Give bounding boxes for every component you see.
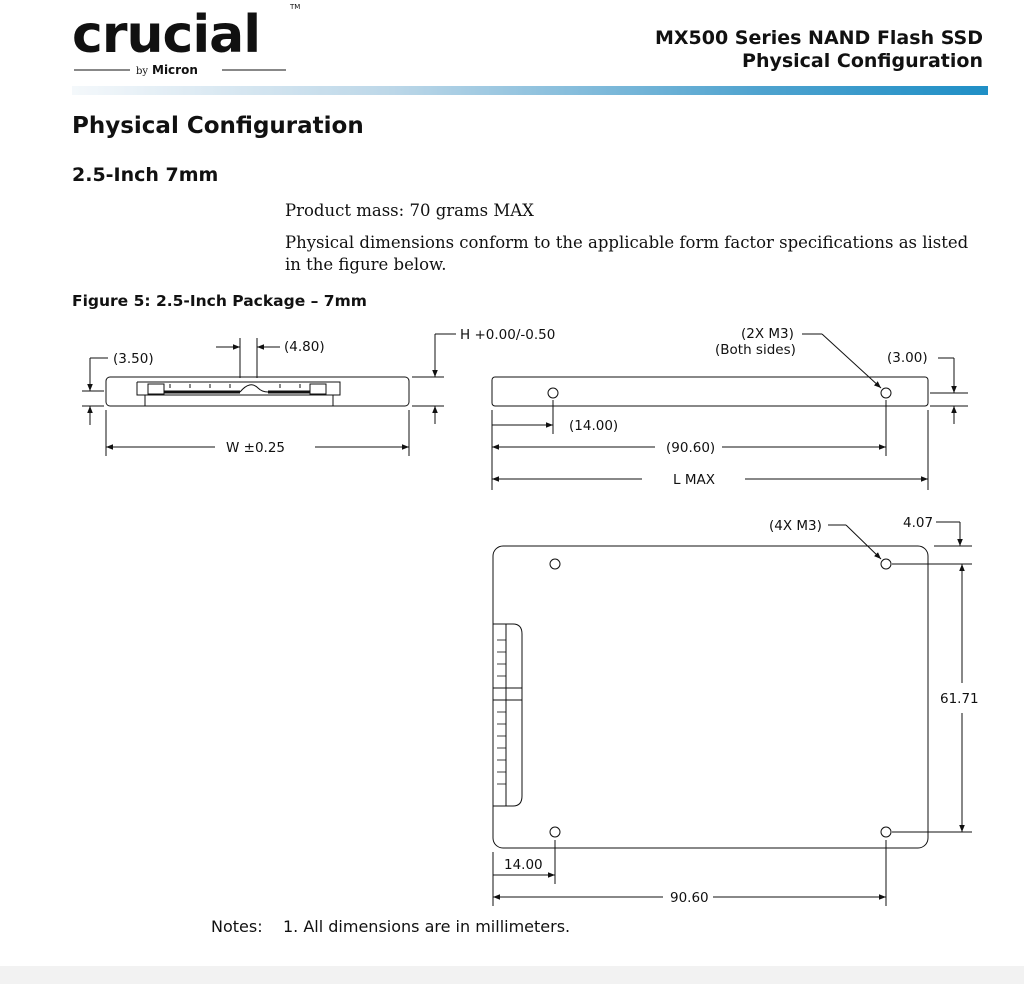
- note-item: 1. All dimensions are in millimeters.: [283, 917, 571, 936]
- dim-bottom-hole-spacing: 90.60: [670, 890, 709, 906]
- doc-title-line2: Physical Configuration: [742, 50, 983, 72]
- bottom-view: [493, 522, 972, 906]
- bottom-mount-hole-tl: [550, 559, 560, 569]
- subsection-title: 2.5-Inch 7mm: [72, 164, 219, 186]
- logo-byline-brand: Micron: [152, 63, 198, 77]
- bottom-mount-hole-tr: [881, 559, 891, 569]
- dim-side-hole-height: (3.00): [887, 350, 928, 366]
- document-title: [655, 27, 983, 73]
- product-mass-text: Product mass: 70 grams MAX: [285, 201, 534, 220]
- dim-side-hole-spacing: (90.60): [666, 440, 716, 456]
- end-view-body: [106, 377, 409, 406]
- figure-caption: Figure 5: 2.5-Inch Package – 7mm: [72, 292, 367, 310]
- dim-bottom-top-offset: 4.07: [903, 515, 934, 531]
- dim-end-width: W ±0.25: [226, 440, 286, 456]
- header-gradient-rule: [72, 86, 988, 95]
- bottom-sata-connector: [493, 624, 522, 806]
- mechanical-drawing: [0, 315, 1024, 915]
- bottom-hole-callout: (4X M3): [769, 518, 822, 534]
- logo-wordmark: crucial: [72, 5, 261, 65]
- dim-end-connector: (4.80): [284, 339, 325, 355]
- dim-side-length: L MAX: [673, 472, 715, 488]
- bottom-mount-hole-bl: [550, 827, 560, 837]
- dim-bottom-first-hole: 14.00: [504, 857, 543, 873]
- section-title: Physical Configuration: [72, 113, 364, 139]
- bottom-mount-hole-br: [881, 827, 891, 837]
- side-hole-callout-1: (2X M3): [741, 326, 794, 342]
- bottom-view-body: [493, 546, 928, 848]
- side-mount-hole-2: [881, 388, 891, 398]
- page-footer-band: [0, 966, 1024, 984]
- doc-title-line1: MX500 Series NAND Flash SSD: [654, 27, 983, 49]
- notes-label: Notes:: [211, 917, 263, 936]
- logo-byline-prefix: by: [136, 66, 149, 77]
- dim-end-left: (3.50): [113, 351, 154, 367]
- dim-end-height: H +0.00/-0.50: [460, 327, 556, 343]
- logo-trademark: TM: [290, 3, 300, 11]
- side-mount-hole-1: [548, 388, 558, 398]
- dim-side-first-hole: (14.00): [569, 418, 619, 434]
- side-hole-callout-2: (Both sides): [715, 342, 796, 358]
- dim-bottom-vertical-span: 61.71: [940, 691, 979, 707]
- crucial-micron-logo: [70, 0, 300, 80]
- dimensions-paragraph: Physical dimensions conform to the applicable form factor specifications as listed in the figure below.: [285, 233, 969, 274]
